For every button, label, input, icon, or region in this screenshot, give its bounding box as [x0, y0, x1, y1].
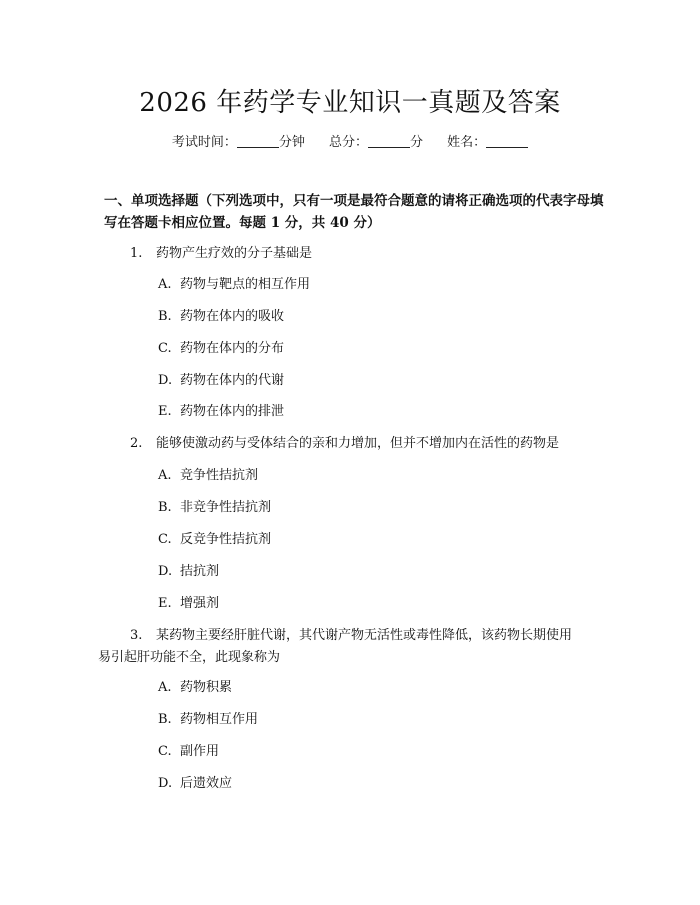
question-text: 药物产生疗效的分子基础是 — [156, 246, 313, 261]
question-number: 2. — [130, 436, 143, 451]
option-letter: A. — [158, 680, 172, 695]
question-text-line1: 某药物主要经肝脏代谢，其代谢产物无活性或毒性降低，该药物长期使用 — [156, 628, 573, 643]
document-title: 2026 年药学专业知识一真题及答案 — [139, 88, 561, 118]
option-3c — [158, 742, 219, 762]
option-2d — [158, 562, 219, 582]
option-3a — [158, 678, 232, 698]
option-text: 药物在体内的排泄 — [180, 404, 285, 419]
option-letter: D. — [158, 564, 173, 579]
exam-time-field — [172, 135, 309, 150]
option-letter: E. — [158, 404, 172, 419]
exam-time-unit: 分钟 — [278, 135, 305, 150]
exam-meta-line — [0, 131, 700, 150]
total-score-label: 总分： — [328, 135, 368, 150]
option-3d — [158, 774, 232, 794]
total-score-blank — [368, 135, 410, 148]
name-label: 姓名： — [447, 135, 487, 150]
question-1 — [130, 243, 312, 265]
option-text: 副作用 — [180, 744, 220, 759]
question-number: 1. — [130, 246, 143, 261]
option-text: 药物在体内的分布 — [180, 341, 285, 356]
name-blank — [486, 135, 528, 148]
option-text: 药物积累 — [180, 680, 233, 695]
section-heading: 一、单项选择题（下列选项中，只有一项是最符合题意的请将正确选项的代表字母填写在答题卡相应位置。每题 1 分，共 40 分） — [104, 193, 604, 231]
option-text: 药物与靶点的相互作用 — [180, 277, 311, 292]
option-letter: A. — [158, 468, 172, 483]
exam-time-blank — [237, 135, 279, 148]
option-text: 拮抗剂 — [180, 564, 220, 579]
question-2 — [130, 433, 559, 455]
option-text: 竞争性拮抗剂 — [180, 468, 259, 483]
option-2b — [158, 498, 271, 518]
option-letter: A. — [158, 277, 172, 292]
option-1d — [158, 371, 284, 391]
option-1e — [158, 402, 284, 422]
name-field — [447, 135, 528, 150]
option-letter: D. — [158, 776, 173, 791]
option-1c — [158, 339, 284, 359]
option-3b — [158, 710, 258, 730]
option-1b — [158, 307, 284, 327]
total-score-unit: 分 — [410, 135, 424, 150]
question-text: 能够使激动药与受体结合的亲和力增加，但并不增加内在活性的药物是 — [156, 436, 560, 451]
option-text: 增强剂 — [180, 596, 220, 611]
option-letter: B. — [158, 712, 172, 727]
option-text: 反竞争性拮抗剂 — [180, 532, 272, 547]
option-letter: B. — [158, 500, 172, 515]
option-text: 药物在体内的代谢 — [180, 373, 285, 388]
option-letter: C. — [158, 341, 172, 356]
option-letter: C. — [158, 744, 172, 759]
option-letter: C. — [158, 532, 172, 547]
question-number: 3. — [130, 628, 143, 643]
option-2e — [158, 594, 219, 614]
option-text: 非竞争性拮抗剂 — [180, 500, 272, 515]
option-letter: D. — [158, 373, 173, 388]
option-1a — [158, 275, 310, 295]
option-letter: B. — [158, 309, 172, 324]
option-2a — [158, 466, 258, 486]
option-text: 后遗效应 — [180, 776, 233, 791]
option-letter: E. — [158, 596, 172, 611]
exam-time-label: 考试时间： — [171, 135, 237, 150]
option-2c — [158, 530, 271, 550]
question-3 — [98, 625, 610, 669]
option-text: 药物相互作用 — [180, 712, 259, 727]
total-score-field — [329, 135, 427, 150]
option-text: 药物在体内的吸收 — [180, 309, 285, 324]
question-text-line2: 易引起肝功能不全，此现象称为 — [98, 650, 281, 665]
